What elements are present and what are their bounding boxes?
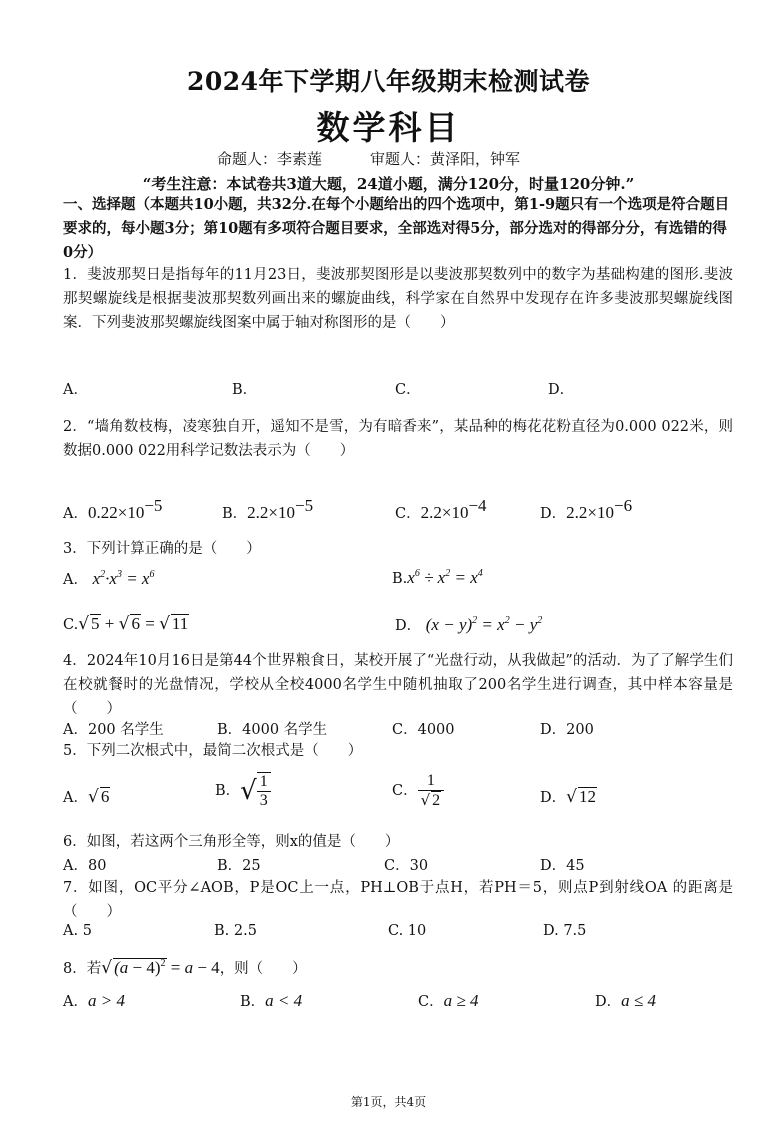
q5-option-b[interactable]: B．√ $\frac{1}{3}$: [215, 772, 271, 810]
question-7-stem: 7．如图，OC平分∠AOB，P是OC上一点，PH⊥OB于点H，若PH＝5，则点P到射线OA 的距离是（ ）: [63, 880, 733, 920]
q7-option-a[interactable]: A. 5: [63, 923, 92, 939]
q2-d-label: D．: [540, 506, 567, 522]
q2-option-a[interactable]: [63, 496, 163, 523]
q7-option-c[interactable]: C. 10: [388, 923, 427, 939]
q6-option-a[interactable]: A．80: [63, 858, 107, 874]
q8-option-a[interactable]: [63, 990, 125, 1011]
q1-option-b[interactable]: B．: [232, 382, 258, 398]
question-1-stem: 1．斐波那契日是指每年的11月23日，斐波那契图形是以斐波那契数列中的数字为基础构建的图形.斐波那契螺旋线是根据斐波那契数列画出来的螺旋曲线，科学家在自然界中发现存在许多斐波那契螺旋线图案．下列斐波那契螺旋线图案中属于轴对称图形的是（ ）: [63, 267, 733, 331]
q5-b-numerator: 1: [259, 773, 268, 790]
q5-d-radicand: 12: [578, 787, 596, 806]
q2-option-d[interactable]: [540, 496, 633, 523]
q6-option-c[interactable]: C．30: [384, 858, 429, 874]
author-label: 命题人：李素莲: [217, 150, 323, 168]
q5-c-numerator: 1: [426, 772, 435, 789]
q8-b-expr: a < 4: [265, 991, 303, 1010]
q8-a-expr: a > 4: [87, 991, 125, 1010]
q4-option-c[interactable]: C．4000: [392, 722, 455, 738]
q8-stem-prefix: 8．若: [63, 961, 102, 977]
q3-option-c[interactable]: [63, 614, 189, 634]
q3-c-label: C.: [63, 617, 79, 633]
q2-option-b[interactable]: [222, 496, 314, 523]
q8-c-expr: a ≥ 4: [443, 991, 479, 1010]
q3-d-expr: $(x - y)^2 = x^2 - y^2$: [425, 615, 543, 634]
question-5-stem: 5．下列二次根式中，最简二次根式是（ ）: [63, 743, 363, 759]
reviewer-label: 审题人：黄泽阳，钟军: [370, 150, 521, 168]
q2-c-base: 2.2×10: [420, 503, 469, 522]
q5-a-label: A．: [63, 790, 88, 806]
q8-option-d[interactable]: [595, 990, 656, 1011]
q5-option-a[interactable]: A．√ 6: [63, 787, 110, 807]
q7-option-d[interactable]: D. 7.5: [543, 923, 587, 939]
exam-notice: “考生注意：本试卷共3道大题，24道小题，满分120分，时量120分钟.”: [142, 175, 635, 193]
q8-option-c[interactable]: [418, 990, 478, 1011]
q5-d-label: D．: [540, 790, 567, 806]
q3-b-expr: $x^6 \div x^2 = x^4$: [407, 568, 483, 587]
q7-option-b[interactable]: B. 2.5: [214, 923, 257, 939]
q8-d-label: D．: [595, 994, 622, 1010]
q8-option-b[interactable]: [240, 990, 302, 1011]
q8-condition: √ $(a - 4)^2 = a - 4$: [101, 958, 220, 978]
q3-b-label: B.: [392, 571, 408, 587]
q5-b-denominator: 3: [257, 791, 271, 810]
q2-option-c[interactable]: [395, 496, 487, 523]
q6-option-d[interactable]: D．45: [540, 858, 585, 874]
authors-line: [217, 148, 520, 169]
q5-c-radicand: 2: [432, 792, 441, 809]
q2-d-base: 2.2×10: [566, 503, 614, 522]
page-footer: 第1页，共4页: [350, 1095, 427, 1109]
q5-a-radicand: 6: [100, 787, 110, 806]
q8-d-expr: a ≤ 4: [621, 991, 656, 1010]
question-2-stem: 2．“墙角数枝梅，凌寒独自开，遥知不是雪，为有暗香来”，某品种的梅花花粉直径为0.000 022米，则数据0.000 022用科学记数法表示为（ ）: [63, 419, 733, 459]
q2-b-label: B．: [222, 506, 248, 522]
subject-title: 数学科目: [316, 108, 461, 147]
q8-b-label: B．: [240, 994, 266, 1010]
q2-a-exp: −5: [144, 496, 163, 515]
exam-title: 2024年下学期八年级期末检测试卷: [186, 67, 591, 96]
q1-option-c[interactable]: C．: [395, 382, 421, 398]
q2-d-exp: −6: [613, 496, 633, 515]
section-heading: 一、选择题（本题共10小题，共32分.在每个小题给出的四个选项中，第1-9题只有一个选项是符合题目要求的，每小题3分；第10题有多项符合题目要求，全部选对得5分，部分选对的得部分分，有选错的得0分）: [63, 196, 730, 261]
q3-option-b[interactable]: [392, 568, 483, 588]
q8-a-label: A．: [63, 994, 88, 1010]
q4-option-d[interactable]: D．200: [540, 722, 594, 738]
q5-option-c[interactable]: C． $\frac{1}{√ 2}$: [392, 772, 444, 810]
q3-option-a[interactable]: [63, 568, 154, 589]
q8-stem-suffix: ，则（ ）: [219, 961, 307, 977]
q5-b-label: B．: [215, 783, 241, 799]
q3-option-d[interactable]: [395, 614, 542, 635]
q2-b-exp: −5: [295, 496, 314, 515]
q3-a-expr: $x^2\cdot x^3 = x^6$: [92, 569, 155, 588]
q2-b-base: 2.2×10: [247, 503, 295, 522]
q3-d-label: D．: [395, 618, 422, 634]
question-8-stem: [63, 957, 307, 978]
question-6-stem: 6．如图，若这两个三角形全等，则x的值是（ ）: [63, 834, 400, 850]
q5-c-label: C．: [392, 783, 418, 799]
q3-a-label: A．: [63, 572, 88, 588]
q2-a-label: A．: [63, 506, 88, 522]
q2-a-base: 0.22×10: [87, 503, 145, 522]
q5-option-d[interactable]: D．√ 12: [540, 787, 596, 807]
q2-c-label: C．: [395, 506, 421, 522]
question-4-stem: 4．2024年10月16日是第44个世界粮食日，某校开展了“光盘行动，从我做起”的活动．为了了解学生们在校就餐时的光盘情况，学校从全校4000名学生中随机抽取了200名学生进行调查，其中样本容量是（ ）: [63, 653, 733, 717]
q4-option-a[interactable]: A．200 名学生: [63, 722, 164, 738]
q8-c-label: C．: [418, 994, 444, 1010]
q3-c-expr: √ 5 + √ 6 = √ 11: [78, 614, 189, 634]
q2-c-exp: −4: [468, 496, 487, 515]
q4-option-b[interactable]: B．4000 名学生: [217, 722, 328, 738]
question-3-stem: 3．下列计算正确的是（ ）: [63, 541, 261, 557]
q1-option-d[interactable]: D．: [548, 382, 575, 398]
q1-option-a[interactable]: A．: [63, 382, 88, 398]
q6-option-b[interactable]: B．25: [217, 858, 261, 874]
